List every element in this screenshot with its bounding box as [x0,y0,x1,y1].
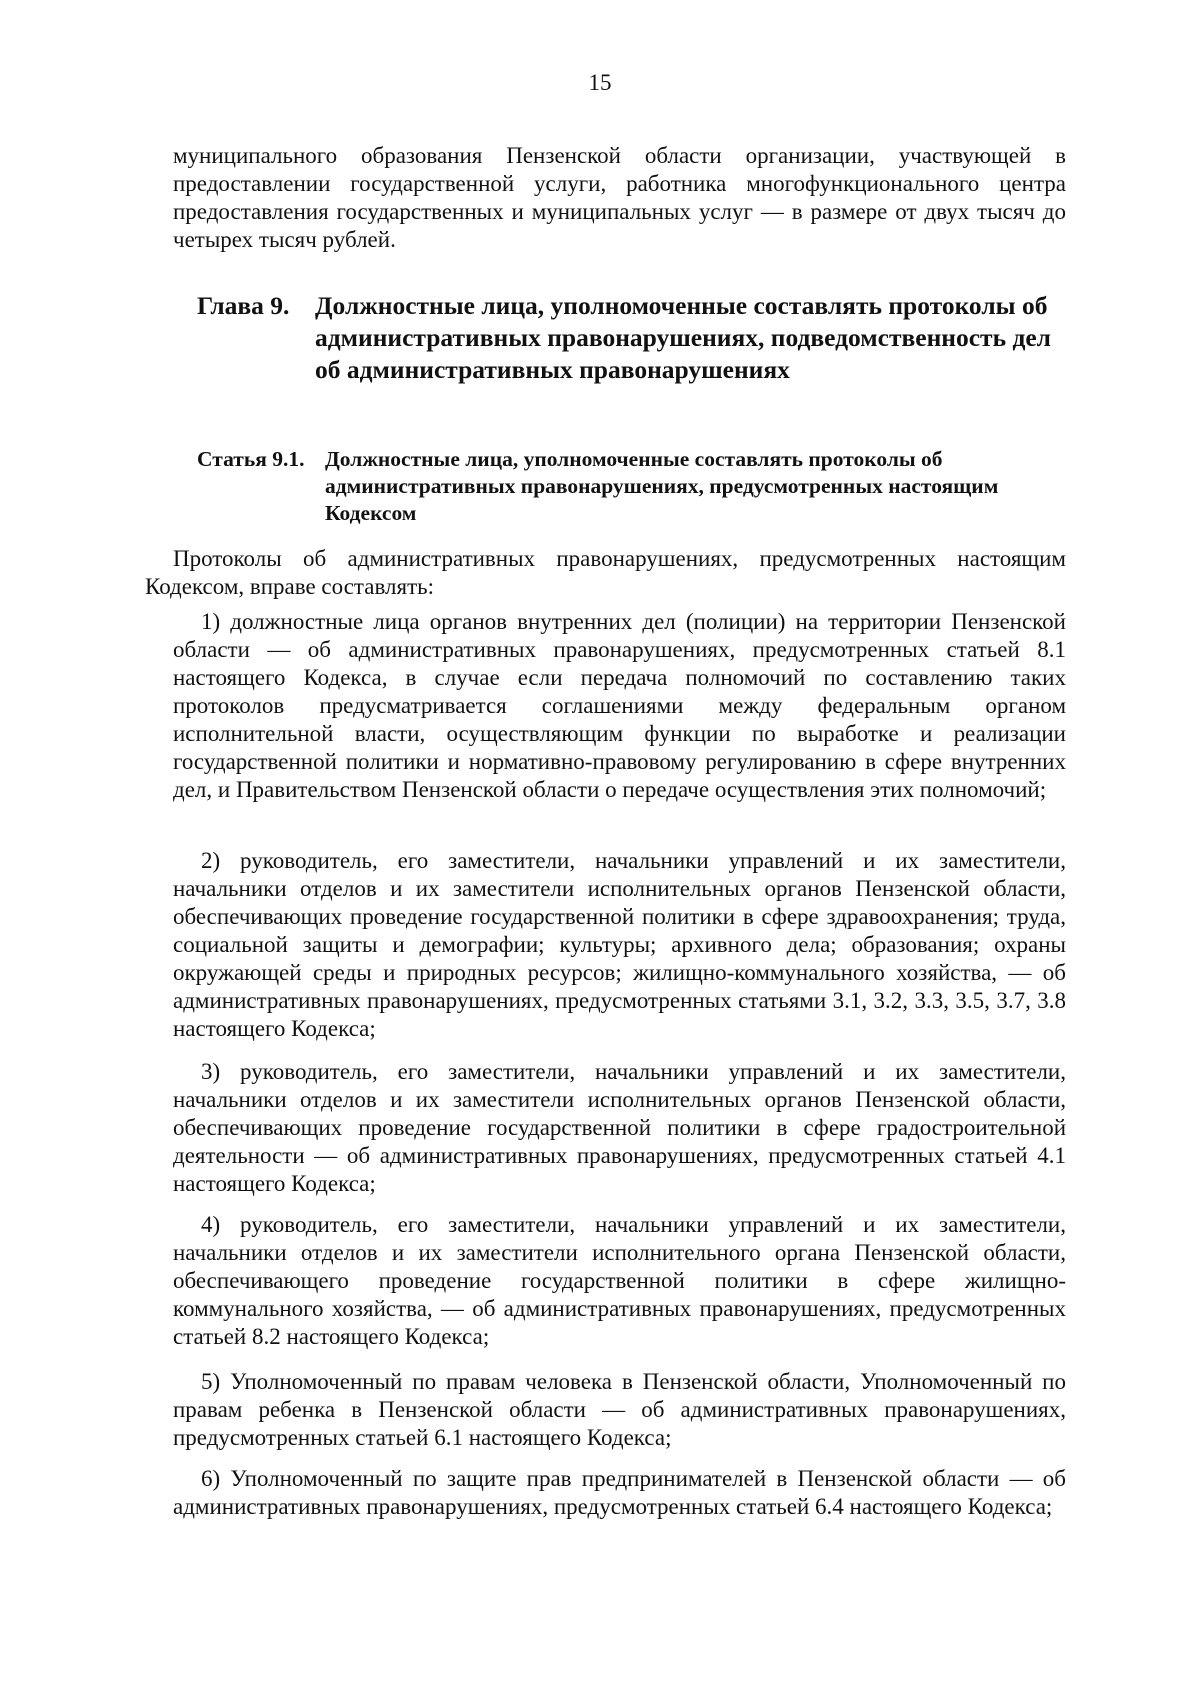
list-item: 3) руководитель, его заместители, начальники управлений и их заместители, начальники отделов и их заместители исполнительных органов Пензенской области, обеспечивающих проведение государственной политики в сфере градостроительной деятельности — об административных правонарушениях, предусмотренных статьей 4.1 настоящего Кодекса; [173,1059,1066,1196]
page-number: 15 [588,70,612,95]
chapter-title: Должностные лица, уполномоченные составлять протоколы об административных правонарушениях, подведомственность дел об административных правонарушениях [315,291,1051,384]
lead-text: Протоколы об административных правонарушениях, предусмотренных настоящим Кодексом, вправе составлять: [145,546,1066,599]
chapter-label: Глава 9. [197,291,290,320]
lead-paragraph [145,545,1066,601]
article-label: Статья 9.1. [197,447,305,471]
list-item: 2) руководитель, его заместители, начальники управлений и их заместители, начальники отделов и их заместители исполнительных органов Пензенской области, обеспечивающих проведение государственной политики в сфере здравоохранения; труда, социальной защиты и демографии; культуры; архивного дела; образования; охраны окружающей среды и природных ресурсов; жилищно-коммунального хозяйства, — об административных правонарушениях, предусмотренных статьями 3.1, 3.2, 3.3, 3.5, 3.7, 3.8 настоящего Кодекса; [173,848,1066,1041]
list-item: 1) должностные лица органов внутренних дел (полиции) на территории Пензенской области — об административных правонарушениях, предусмотренных статьей 8.1 настоящего Кодекса, в случае если передача полномочий по составлению таких протоколов предусматривается соглашениями между федеральным органом исполнительной власти, осуществляющим функции по выработке и реализации государственной политики и нормативно-правовому регулированию в сфере внутренних дел, и Правительством Пензенской области о передаче осуществления этих полномочий; [173,609,1066,802]
intro-paragraph: муниципального образования Пензенской области организации, участвующей в предоставлении государственной услуги, работника многофункционального центра предоставления государственных и муниципальных услуг — в размере от двух тысяч до четырех тысяч рублей. [173,143,1066,252]
list-item: 4) руководитель, его заместители, начальники управлений и их заместители, начальники отделов и их заместители исполнительного органа Пензенской области, обеспечивающего проведение государственной политики в сфере жилищно-коммунального хозяйства, — об административных правонарушениях, предусмотренных статьей 8.2 настоящего Кодекса; [173,1212,1066,1349]
list-item: 6) Уполномоченный по защите прав предпринимателей в Пензенской области — об административных правонарушениях, предусмотренных статьей 6.4 настоящего Кодекса; [173,1466,1066,1519]
list-item: 5) Уполномоченный по правам человека в Пензенской области, Уполномоченный по правам ребенка в Пензенской области — об административных правонарушениях, предусмотренных статьей 6.1 настоящего Кодекса; [173,1369,1066,1450]
article-title: Должностные лица, уполномоченные составлять протоколы об административных правонарушениях, предусмотренных настоящим Кодексом [325,447,999,525]
